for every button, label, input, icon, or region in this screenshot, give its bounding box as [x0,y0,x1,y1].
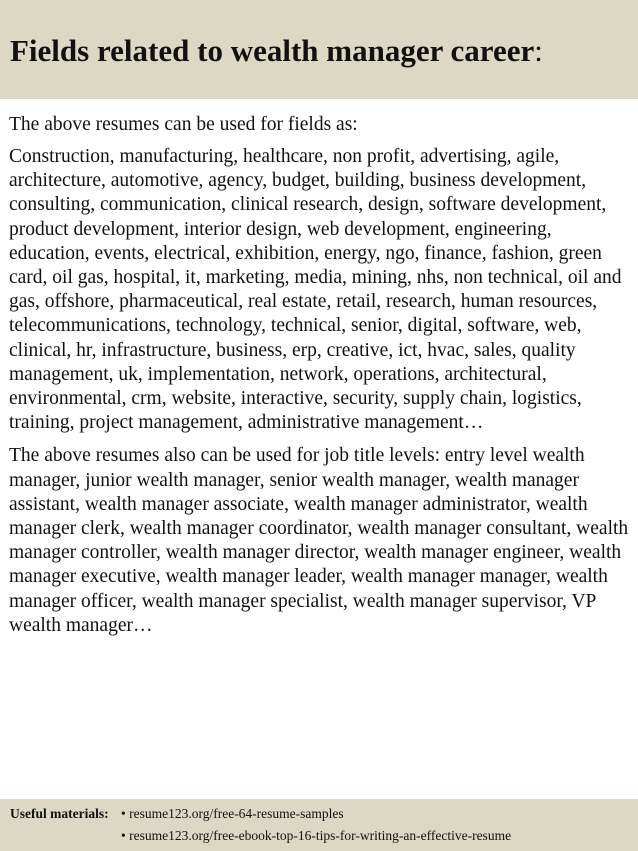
main-content [9,112,633,638]
job-levels-paragraph: The above resumes also can be used for job title levels: entry level wealth manager, junior wealth manager, senior wealth manager, wealth manager assistant, wealth manager associate, wealth manager administrator, wealth manager clerk, wealth manager coordinator, wealth manager consultant, wealth manager controller, wealth manager director, wealth manager engineer, wealth manager executive, wealth manager leader, wealth manager manager, wealth manager officer, wealth manager specialist, wealth manager supervisor, VP wealth manager… [9,445,629,636]
footer-row-1 [10,803,638,825]
intro-paragraph: The above resumes can be used for fields as: [9,114,358,135]
header-band [0,0,638,99]
page-title [10,31,638,71]
footer-band [0,799,638,851]
fields-paragraph: Construction, manufacturing, healthcare, non profit, advertising, agile, architecture, automotive, agency, budget, building, business development, consulting, communication, clinical research, design, software development, product development, interior design, web development, engineering, education, events, electrical, exhibition, energy, ngo, finance, fashion, green card, oil gas, hospital, it, marketing, media, mining, nhs, non technical, oil and gas, offshore, pharmaceutical, real estate, retail, research, human resources, telecommunications, technology, technical, senior, digital, software, web, clinical, hr, infrastructure, business, erp, creative, ict, hvac, sales, quality management, uk, implementation, network, operations, architectural, environmental, crm, website, interactive, security, supply chain, logistics, training, project management, administrative management… [9,146,622,434]
useful-materials-label [10,803,121,825]
footer-row-2 [10,825,638,847]
useful-materials-label-text: Useful materials [10,806,105,821]
useful-materials-label-colon: : [104,806,109,821]
page-title-colon: : [534,33,543,68]
footer-link-2[interactable]: • resume123.org/free-ebook-top-16-tips-for-writing-an-effective-resume [121,828,512,843]
footer-link-1[interactable]: • resume123.org/free-64-resume-samples [121,806,344,821]
page-title-text: Fields related to wealth manager career [10,33,535,68]
